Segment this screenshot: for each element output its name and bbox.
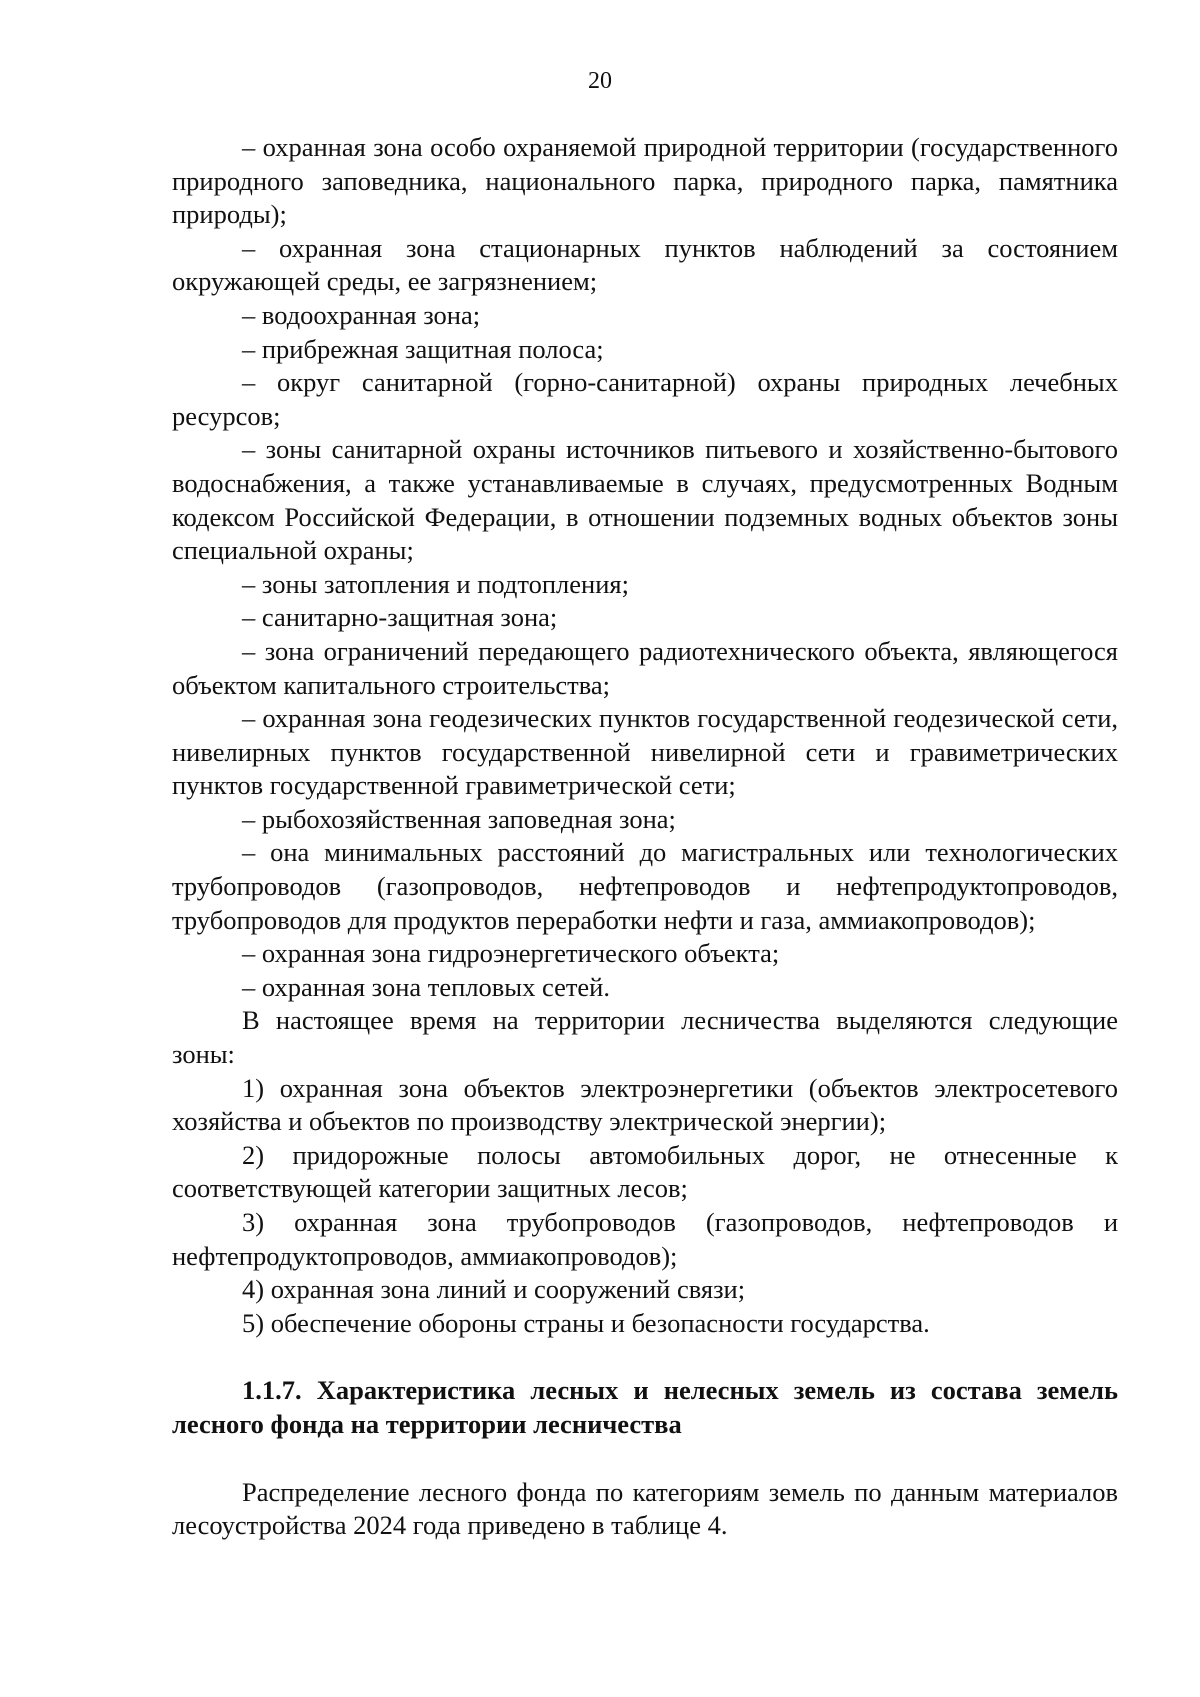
zone-list-item: – охранная зона геодезических пунктов государственной геодезической сети, нивелирных пунктов государственной нивелирной сети и гравиметрических пунктов государственной гравиметрической сети; [172,703,1118,801]
current-zone-item: 2) придорожные полосы автомобильных дорог, не отнесенные к соответствующей категории защитных лесов; [172,1139,1118,1204]
zone-list-item: – санитарно-защитная зона; [242,602,558,633]
current-zones-intro: В настоящее время на территории лесничества выделяются следующие зоны: [172,1005,1118,1070]
zone-list-item: – рыбохозяйственная заповедная зона; [242,803,676,834]
zone-list-item: – водоохранная зона; [242,299,481,330]
zone-list-item: – охранная зона гидроэнергетического объекта; [242,938,780,969]
zone-list-item: – она минимальных расстояний до магистральных или технологических трубопроводов (газопроводов, нефтепроводов и нефтепродуктопроводов, трубопроводов для продуктов переработки нефти и газа, аммиакопроводов); [172,837,1118,935]
zone-list-item: – зоны затопления и подтопления; [242,568,629,599]
document-body [172,131,1118,1543]
zone-list-item: – прибрежная защитная полоса; [242,333,604,364]
section-heading: 1.1.7. Характеристика лесных и нелесных земель из состава земель лесного фонда на территории лесничества [172,1375,1118,1439]
zone-list-item: – охранная зона тепловых сетей. [242,971,610,1002]
section-intro-paragraph: Распределение лесного фонда по категориям земель по данным материалов лесоустройства 2024 года приведено в таблице 4. [172,1476,1118,1541]
current-zone-item: 4) охранная зона линий и сооружений связи; [242,1274,746,1305]
page-number: 20 [588,68,612,94]
zone-list-item: – охранная зона особо охраняемой природной территории (государственного природного заповедника, национального парка, природного парка, памятника природы); [172,132,1118,230]
current-zone-item: 3) охранная зона трубопроводов (газопроводов, нефтепроводов и нефтепродуктопроводов, аммиакопроводов); [172,1207,1118,1271]
current-zone-item: 5) обеспечение обороны страны и безопасности государства. [242,1307,930,1338]
zone-list-item: – зоны санитарной охраны источников питьевого и хозяйственно-бытового водоснабжения, а также устанавливаемые в случаях, предусмотренных Водным кодексом Российской Федерации, в отношении подземных водных объектов зоны специальной охраны; [172,434,1118,566]
zone-list-item: – зона ограничений передающего радиотехнического объекта, являющегося объектом капитального строительства; [172,635,1118,700]
zone-list-item: – охранная зона стационарных пунктов наблюдений за состоянием окружающей среды, ее загрязнением; [172,232,1118,297]
current-zone-item: 1) охранная зона объектов электроэнергетики (объектов электросетевого хозяйства и объектов по производству электрической энергии); [172,1072,1118,1137]
zone-list-item: – округ санитарной (горно-санитарной) охраны природных лечебных ресурсов; [172,367,1118,431]
